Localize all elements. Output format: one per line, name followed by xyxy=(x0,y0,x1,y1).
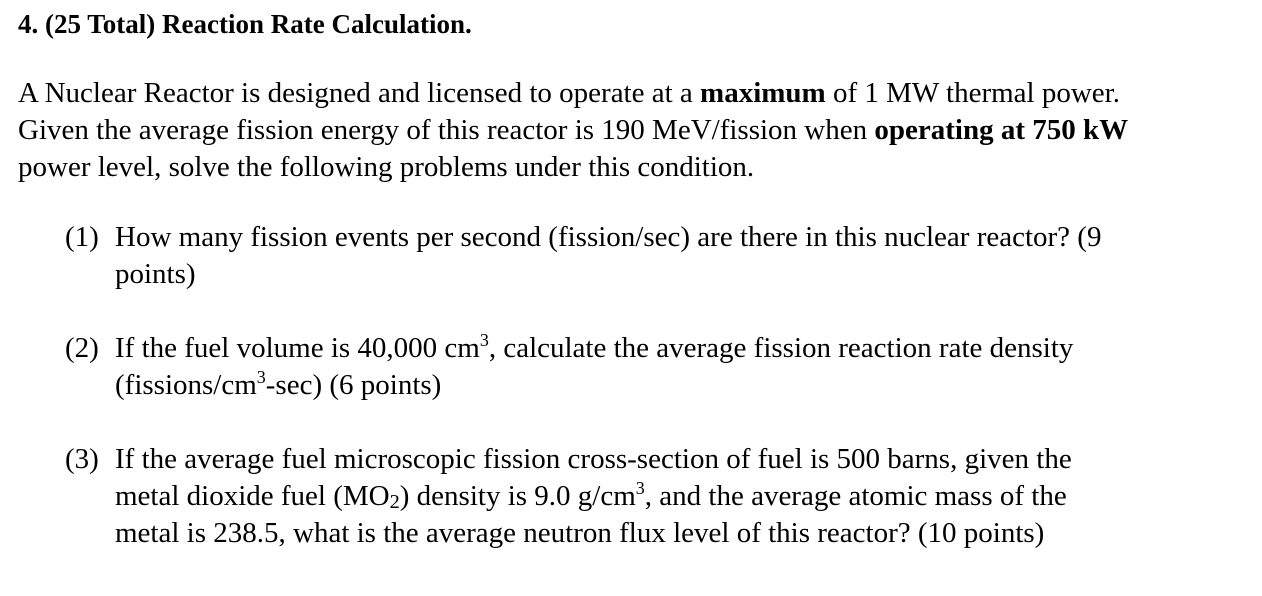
question-number: (2) xyxy=(65,332,99,364)
question-2 xyxy=(18,330,1244,404)
question-text: If the average fuel microscopic fission cross-section of fuel is 500 barns, given the xyxy=(115,443,1072,475)
question-list xyxy=(18,219,1244,552)
question-text xyxy=(115,367,1244,404)
superscript: 3 xyxy=(256,366,266,387)
question-text: How many fission events per second (fission/sec) are there in this nuclear reactor? (9 xyxy=(115,221,1102,253)
text: If the fuel volume is 40,000 cm xyxy=(115,332,480,364)
superscript: 3 xyxy=(635,477,645,498)
intro-line-2 xyxy=(18,112,1244,149)
question-text: points) xyxy=(115,258,196,290)
problem-heading: 4. (25 Total) Reaction Rate Calculation. xyxy=(18,9,472,39)
intro-emphasis-maximum: maximum xyxy=(700,77,826,109)
intro-text: A Nuclear Reactor is designed and licensed to operate at a xyxy=(18,77,701,109)
text: (fissions/cm xyxy=(115,369,257,401)
question-3 xyxy=(18,441,1244,552)
question-1 xyxy=(18,219,1244,293)
intro-text: Given the average fission energy of this reactor is 190 MeV/fission when xyxy=(18,114,875,146)
problem-intro xyxy=(18,75,1244,186)
superscript: 3 xyxy=(479,329,489,350)
intro-line-3: power level, solve the following problems under this condition. xyxy=(18,151,755,183)
text: ) density is 9.0 g/cm xyxy=(399,480,636,512)
text: , and the average atomic mass of the xyxy=(644,480,1067,512)
intro-emphasis-operating: operating at 750 kW xyxy=(874,114,1129,146)
text: , calculate the average fission reaction rate density xyxy=(488,332,1074,364)
question-text xyxy=(115,330,1244,367)
intro-text: of 1 MW thermal power. xyxy=(825,77,1120,109)
question-number: (3) xyxy=(65,443,99,475)
question-text: metal is 238.5, what is the average neutron flux level of this reactor? (10 points) xyxy=(115,517,1045,549)
intro-line-1 xyxy=(18,75,1244,112)
text: -sec) (6 points) xyxy=(265,369,442,401)
question-number: (1) xyxy=(65,221,99,253)
text: metal dioxide fuel (MO xyxy=(115,480,390,512)
question-text xyxy=(115,478,1244,515)
subscript: 2 xyxy=(389,491,400,514)
